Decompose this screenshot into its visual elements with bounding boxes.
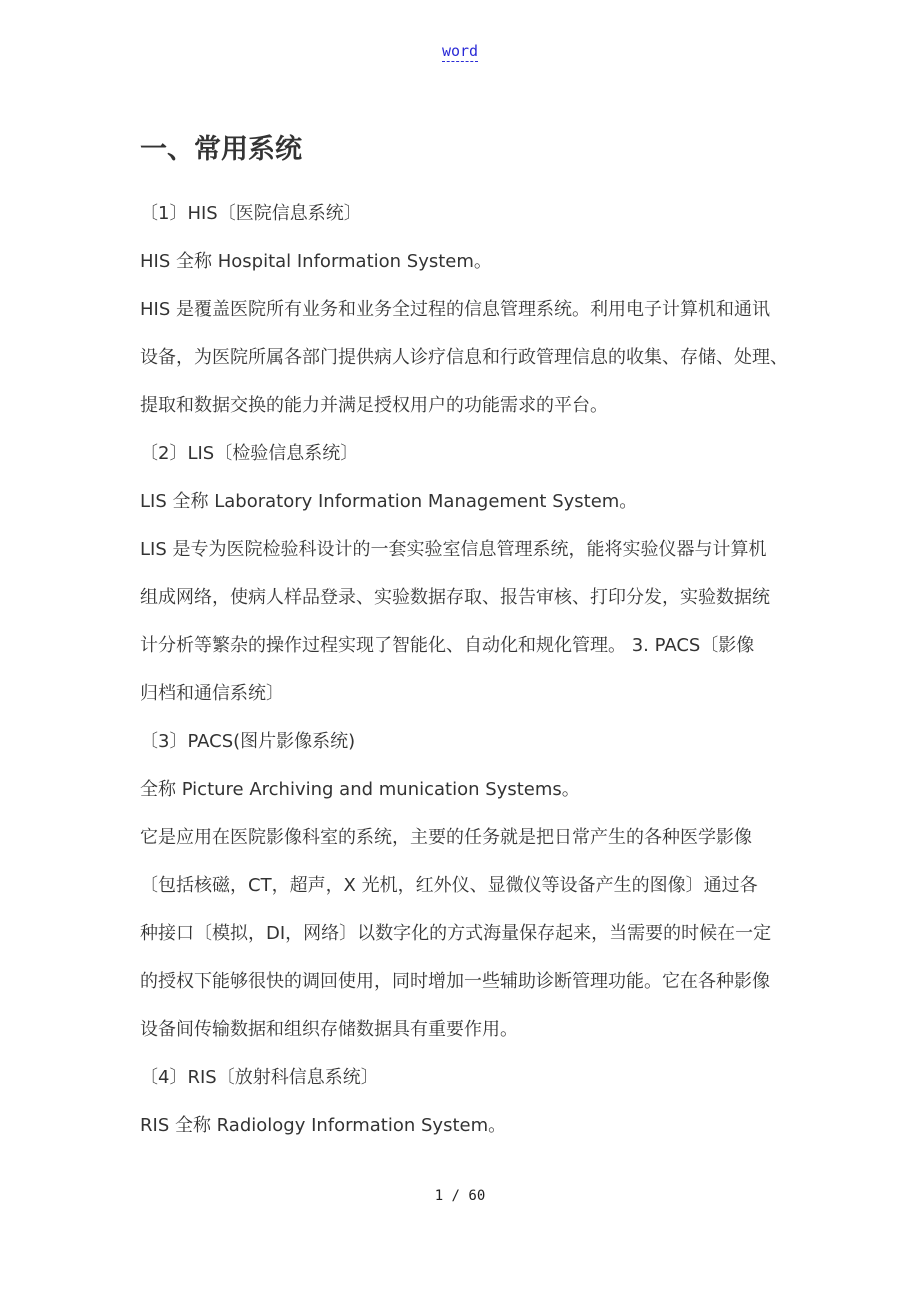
text-line: LIS 是专为医院检验科设计的一套实验室信息管理系统，能将实验仪器与计算机	[140, 539, 767, 560]
header-word-link[interactable]: word	[441, 42, 479, 60]
text-line: 〔2〕LIS〔检验信息系统〕	[140, 443, 359, 464]
text-line: 它是应用在医院影像科室的系统，主要的任务就是把日常产生的各种医学影像	[140, 827, 752, 848]
text-line: 归档和通信系统〕	[140, 683, 284, 704]
text-line: 种接口〔模拟，DI，网络〕以数字化的方式海量保存起来，当需要的时候在一定	[140, 923, 772, 944]
text-line: 提取和数据交换的能力并满足授权用户的功能需求的平台。	[140, 395, 608, 416]
text-line: LIS 全称 Laboratory Information Management System。	[140, 491, 638, 512]
text-line: RIS 全称 Radiology Information System。	[140, 1115, 507, 1136]
text-line: 〔4〕RIS〔放射科信息系统〕	[140, 1067, 379, 1088]
document-body	[140, 128, 788, 1150]
text-line: 计分析等繁杂的操作过程实现了智能化、自动化和规化管理。 3. PACS〔影像	[140, 635, 755, 656]
text-line: 设备间传输数据和组织存储数据具有重要作用。	[140, 1019, 518, 1040]
text-line: 的授权下能够很快的调回使用，同时增加一些辅助诊断管理功能。它在各种影像	[140, 971, 770, 992]
page-footer	[0, 1186, 920, 1206]
text-line: 全称 Picture Archiving and munication Systems。	[140, 779, 580, 800]
text-line: 组成网络，使病人样品登录、实验数据存取、报告审核、打印分发，实验数据统	[140, 587, 770, 608]
section-heading: 一、常用系统	[140, 134, 302, 165]
header	[0, 40, 920, 62]
text-line: 设备，为医院所属各部门提供病人诊疗信息和行政管理信息的收集、存储、处理、	[140, 347, 788, 368]
page-number: 1 / 60	[434, 1188, 486, 1204]
text-line: 〔1〕HIS〔医院信息系统〕	[140, 203, 362, 224]
text-line: 〔3〕PACS(图片影像系统)	[140, 731, 356, 752]
text-line: HIS 是覆盖医院所有业务和业务全过程的信息管理系统。利用电子计算机和通讯	[140, 299, 770, 320]
text-line: 〔包括核磁，CT，超声，X 光机，红外仪、显微仪等设备产生的图像〕通过各	[140, 875, 758, 896]
text-line: HIS 全称 Hospital Information System。	[140, 251, 492, 272]
